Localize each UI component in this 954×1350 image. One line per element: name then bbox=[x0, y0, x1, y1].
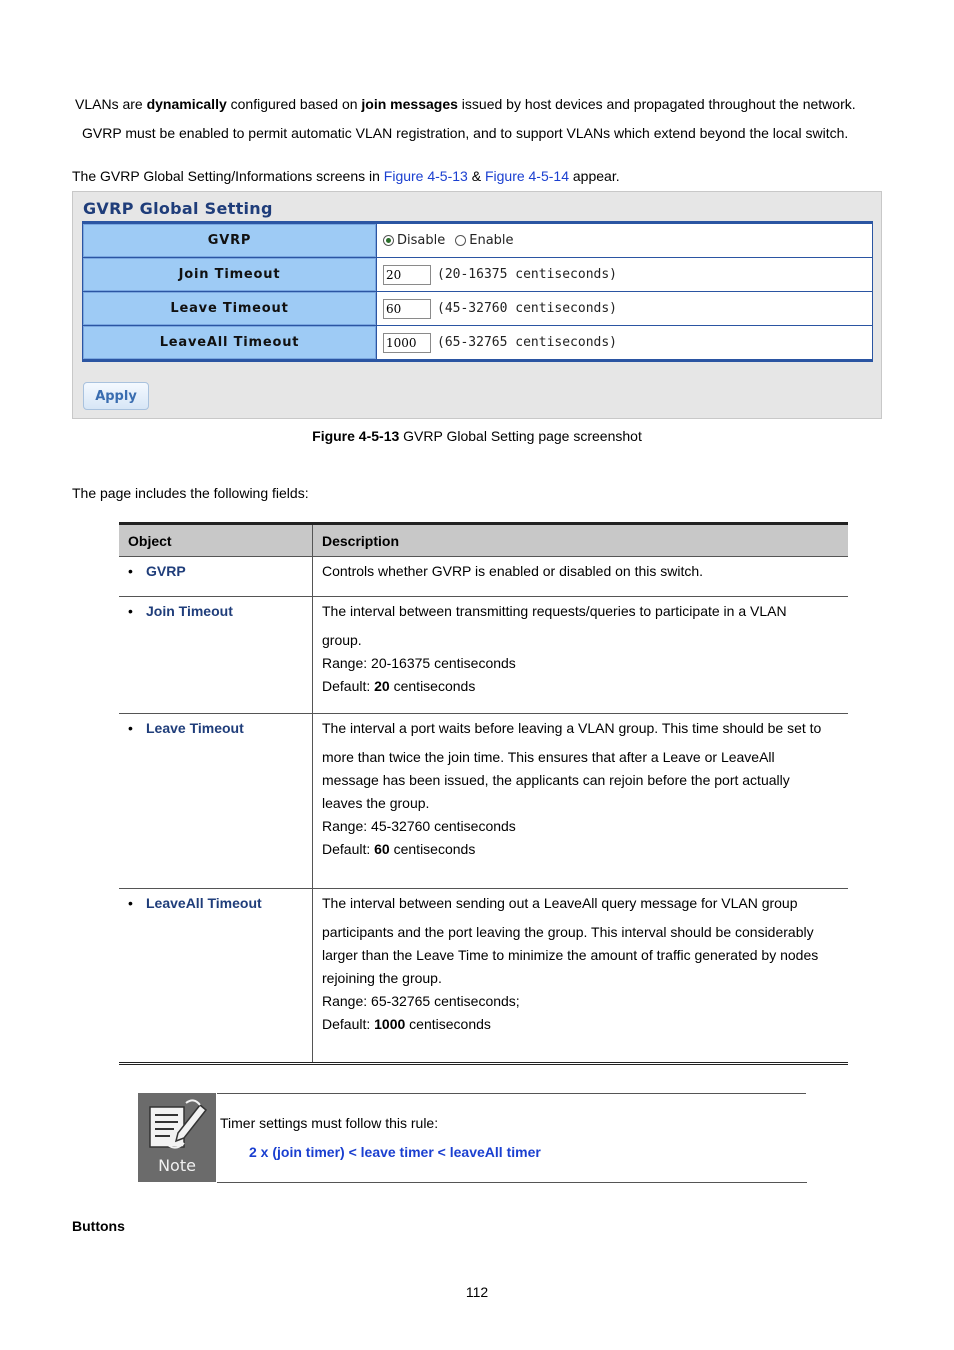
figure-caption bbox=[0, 428, 954, 445]
default-label: Default: bbox=[322, 841, 375, 857]
note-text: Timer settings must follow this rule: bbox=[220, 1115, 439, 1131]
leave-timeout-hint: (45-32760 centiseconds) bbox=[437, 301, 618, 316]
object-name: LeaveAll Timeout bbox=[146, 895, 262, 911]
form-row-leaveall-timeout bbox=[82, 326, 873, 359]
disable-radio[interactable] bbox=[383, 235, 394, 246]
description-cell bbox=[313, 889, 848, 1062]
panel-title: GVRP Global Setting bbox=[83, 199, 273, 218]
object-cell bbox=[119, 597, 313, 713]
intro-text: issued by host devices and propagated throughout the network. bbox=[457, 96, 856, 112]
note-icon-label: Note bbox=[158, 1156, 196, 1175]
default-value: 1000 bbox=[374, 1016, 406, 1032]
form-label: Join Timeout bbox=[83, 258, 376, 291]
form-value bbox=[377, 258, 872, 291]
default-unit: centiseconds bbox=[405, 1016, 491, 1032]
default-label: Default: bbox=[322, 678, 375, 694]
description-line: Range: 45-32760 centiseconds bbox=[322, 818, 516, 834]
intro-bold-dynamically: dynamically bbox=[146, 96, 227, 112]
bullet-icon: • bbox=[128, 720, 133, 736]
object-name: Leave Timeout bbox=[146, 720, 244, 736]
description-line: The interval a port waits before leaving a VLAN group. This time should be set to bbox=[322, 720, 822, 736]
intro-line-1 bbox=[75, 96, 856, 113]
description-line: Range: 20-16375 centiseconds bbox=[322, 655, 516, 671]
figure-link-4-5-13[interactable]: Figure 4-5-13 bbox=[383, 168, 468, 184]
table-row bbox=[119, 714, 848, 889]
caption-text: GVRP Global Setting page screenshot bbox=[399, 428, 642, 444]
intro-line-3 bbox=[72, 168, 620, 185]
default-unit: centiseconds bbox=[389, 841, 476, 857]
description-cell bbox=[313, 597, 848, 713]
join-timeout-hint: (20-16375 centiseconds) bbox=[437, 267, 618, 282]
description-line: group. bbox=[322, 632, 362, 648]
object-cell bbox=[119, 889, 313, 1062]
object-cell bbox=[119, 714, 313, 888]
page-number: 112 bbox=[465, 1284, 489, 1300]
apply-button[interactable]: Apply bbox=[83, 382, 149, 410]
form-row-gvrp bbox=[82, 224, 873, 257]
form-value bbox=[377, 292, 872, 325]
note-rule: 2 x (join timer) < leave timer < leaveAll timer bbox=[249, 1144, 541, 1160]
gvrp-form-table bbox=[82, 221, 873, 362]
description-line: message has been issued, the applicants can rejoin before the port actually bbox=[322, 772, 790, 788]
form-label: Leave Timeout bbox=[83, 292, 376, 325]
form-row-leave-timeout bbox=[82, 292, 873, 325]
description-cell bbox=[313, 557, 848, 596]
note-top-rule bbox=[217, 1093, 806, 1094]
intro-text: configured based on bbox=[226, 96, 362, 112]
enable-radio[interactable] bbox=[455, 235, 466, 246]
description-line: The interval between transmitting requests/queries to participate in a VLAN bbox=[322, 603, 787, 619]
header-description: Description bbox=[322, 532, 400, 549]
form-label: GVRP bbox=[83, 224, 376, 257]
disable-radio-label[interactable]: Disable bbox=[397, 233, 446, 248]
gvrp-setting-screenshot bbox=[72, 191, 882, 419]
fields-intro: The page includes the following fields: bbox=[72, 485, 309, 501]
leaveall-timeout-input[interactable] bbox=[383, 333, 431, 353]
fields-table bbox=[119, 522, 848, 1065]
bullet-icon: • bbox=[128, 603, 133, 619]
intro-text: VLANs are bbox=[75, 96, 147, 112]
form-label: LeaveAll Timeout bbox=[83, 326, 376, 359]
intro-line-2: GVRP must be enabled to permit automatic VLAN registration, and to support VLANs which extend beyond the local switch. bbox=[82, 125, 849, 141]
object-name: GVRP bbox=[146, 563, 186, 579]
caption-figure-number: Figure 4-5-13 bbox=[312, 428, 400, 444]
table-row bbox=[119, 557, 848, 597]
leaveall-timeout-hint: (65-32765 centiseconds) bbox=[437, 335, 618, 350]
description-line: The interval between sending out a LeaveAll query message for VLAN group bbox=[322, 895, 798, 911]
object-name: Join Timeout bbox=[146, 603, 233, 619]
description-cell bbox=[313, 714, 848, 888]
buttons-heading: Buttons bbox=[72, 1218, 125, 1234]
table-row bbox=[119, 889, 848, 1062]
description-line: Controls whether GVRP is enabled or disabled on this switch. bbox=[322, 563, 704, 579]
default-value: 20 bbox=[374, 678, 390, 694]
default-unit: centiseconds bbox=[389, 678, 476, 694]
intro-text: The GVRP Global Setting/Informations screens in bbox=[72, 168, 384, 184]
table-row bbox=[119, 597, 848, 714]
default-line bbox=[322, 672, 848, 701]
enable-radio-label[interactable]: Enable bbox=[469, 233, 514, 248]
form-value bbox=[377, 326, 872, 359]
intro-bold-join-messages: join messages bbox=[361, 96, 458, 112]
table-header bbox=[119, 525, 848, 557]
description-line: participants and the port leaving the group. This interval should be considerably bbox=[322, 924, 814, 940]
description-line: Range: 65-32765 centiseconds; bbox=[322, 993, 520, 1009]
object-cell bbox=[119, 557, 313, 596]
leave-timeout-input[interactable] bbox=[383, 299, 431, 319]
description-line: more than twice the join time. This ensures that after a Leave or LeaveAll bbox=[322, 749, 775, 765]
note-icon bbox=[138, 1093, 216, 1182]
note-bottom-rule bbox=[217, 1182, 807, 1183]
default-label: Default: bbox=[322, 1016, 375, 1032]
intro-text: appear. bbox=[569, 168, 620, 184]
intro-text: & bbox=[467, 168, 485, 184]
description-line: rejoining the group. bbox=[322, 970, 442, 986]
gvrp-radio-group bbox=[377, 224, 872, 257]
default-line bbox=[322, 1010, 848, 1039]
form-row-join-timeout bbox=[82, 258, 873, 291]
bullet-icon: • bbox=[128, 895, 133, 911]
figure-link-4-5-14[interactable]: Figure 4-5-14 bbox=[484, 168, 569, 184]
description-line: leaves the group. bbox=[322, 795, 430, 811]
bullet-icon: • bbox=[128, 563, 133, 579]
default-line bbox=[322, 835, 848, 864]
description-line: larger than the Leave Time to minimize the amount of traffic generated by nodes bbox=[322, 947, 819, 963]
header-object: Object bbox=[119, 525, 313, 556]
join-timeout-input[interactable] bbox=[383, 265, 431, 285]
default-value: 60 bbox=[374, 841, 390, 857]
